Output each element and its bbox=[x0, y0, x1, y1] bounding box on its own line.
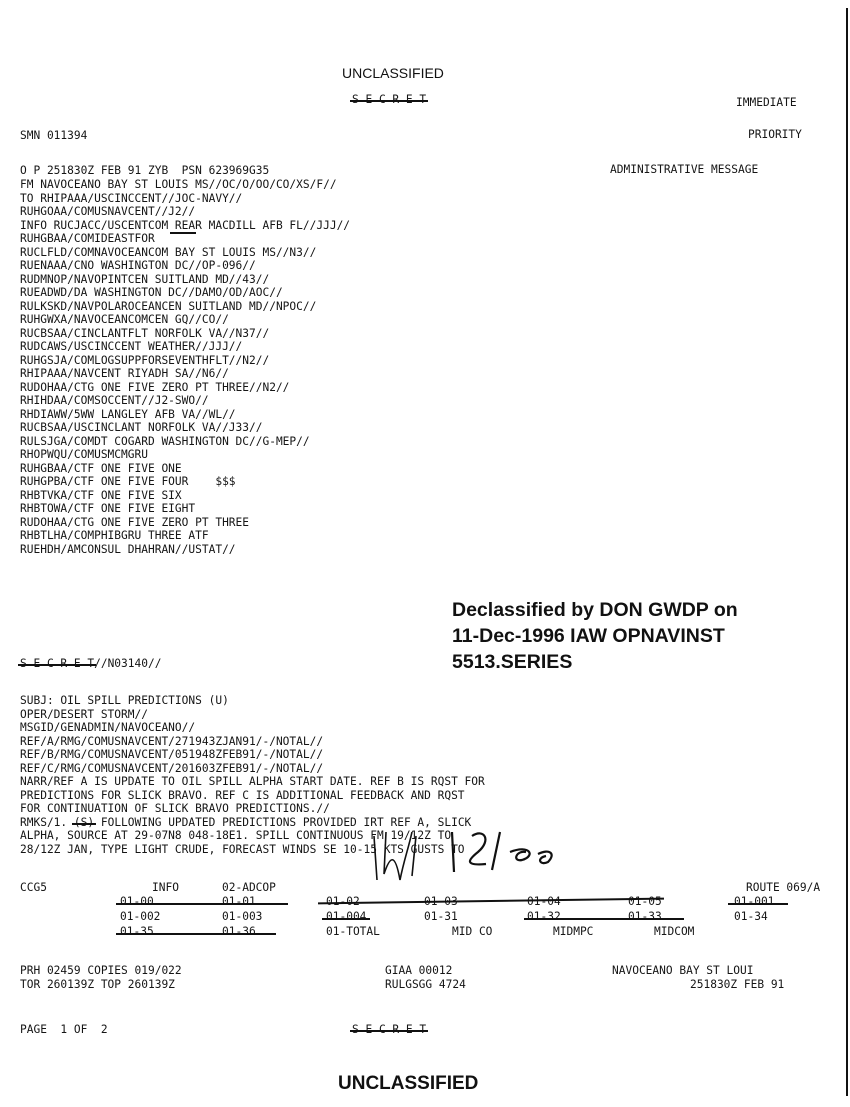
narr-line: PREDICTIONS FOR SLICK BRAVO. REF C IS ADDITIONAL FEEDBACK AND RQST bbox=[20, 788, 465, 802]
routing-line: RHDIAWW/5WW LANGLEY AFB VA//WL// bbox=[20, 407, 236, 421]
routing-line: RULSJGA/COMDT COGARD WASHINGTON DC//G-MEP// bbox=[20, 434, 310, 448]
dist-code: 01-04 bbox=[527, 895, 561, 908]
dist-code: 01-03 bbox=[424, 895, 458, 908]
routing-line: RUDOHAA/CTG ONE FIVE ZERO PT THREE//N2// bbox=[20, 380, 290, 394]
handwritten-initials bbox=[360, 822, 610, 894]
rmks-line: ALPHA, SOURCE AT 29-07N8 048-18E1. SPILL CONTINUOUS FM 19/12Z TO bbox=[20, 829, 452, 842]
dist-strike bbox=[322, 918, 370, 920]
dtg-line: O P 251830Z FEB 91 ZYB PSN 623969G35 bbox=[20, 164, 270, 177]
routing-line: RHBTOWA/CTF ONE FIVE EIGHT bbox=[20, 502, 196, 515]
struck-rmks-classification: (S) bbox=[73, 815, 95, 829]
dist-code: 01-003 bbox=[222, 910, 263, 923]
dist-strike bbox=[728, 903, 788, 905]
dist-code: 01-05 bbox=[628, 895, 662, 908]
dist-code: 01-35 bbox=[120, 925, 154, 938]
smn-number: SMN 011394 bbox=[20, 129, 88, 142]
dist-code: 01-32 bbox=[527, 910, 561, 923]
footer-prh: PRH 02459 COPIES 019/022 bbox=[20, 964, 182, 977]
classification-top: UNCLASSIFIED bbox=[342, 65, 444, 81]
declass-line-2: 11-Dec-1996 IAW OPNAVINST bbox=[452, 625, 725, 647]
ref-line: REF/A/RMG/COMUSNAVCENT/271943ZJAN91/-/NOTAL// bbox=[20, 734, 324, 748]
dist-code: 01-02 bbox=[326, 895, 360, 908]
handwriting-text: 12/06 bbox=[478, 886, 481, 887]
dist-code: 01-TOTAL bbox=[326, 925, 380, 938]
rmks-line: RMKS/1. (S) FOLLOWING UPDATED PREDICTIONS PROVIDED IRT REF A, SLICK bbox=[20, 815, 472, 829]
page-number: PAGE 1 OF 2 bbox=[20, 1023, 108, 1036]
distribution-route: ROUTE 069/A bbox=[746, 881, 821, 894]
narr-line: FOR CONTINUATION OF SLICK BRAVO PREDICTIONS.// bbox=[20, 802, 330, 815]
message-type: ADMINISTRATIVE MESSAGE bbox=[610, 163, 759, 176]
subject-line: SUBJ: OIL SPILL PREDICTIONS (U) bbox=[20, 694, 229, 707]
dist-strike bbox=[318, 898, 664, 905]
footer-giaa: GIAA 00012 bbox=[385, 964, 453, 977]
classification-suffix: //N03140// bbox=[94, 657, 162, 670]
ref-line: REF/C/RMG/COMUSNAVCENT/201603ZFEB91/-/NOTAL// bbox=[20, 761, 324, 775]
struck-classification-bottom: S E C R E T bbox=[352, 1023, 427, 1036]
dist-strike bbox=[524, 918, 684, 920]
body-line: OPER/DESERT STORM// bbox=[20, 707, 148, 721]
rmks-line: 28/12Z JAN, TYPE LIGHT CRUDE, FORECAST WINDS SE 10-15 KTS GUSTS TO bbox=[20, 842, 465, 856]
dist-code: 01-001 bbox=[734, 895, 775, 908]
dist-strike bbox=[116, 903, 288, 905]
dist-code: 01-36 bbox=[222, 925, 256, 938]
routing-line: RUHGWXA/NAVOCEANCOMCEN GQ//CO// bbox=[20, 313, 229, 326]
distribution-adcop: 02-ADCOP bbox=[222, 881, 276, 894]
dist-code: 01-34 bbox=[734, 910, 768, 923]
routing-line: RHBTLHA/COMPHIBGRU THREE ATF bbox=[20, 529, 209, 542]
routing-line: RUCLFLD/COMNAVOCEANCOM BAY ST LOUIS MS//N3// bbox=[20, 245, 317, 259]
routing-line: RUHGOAA/COMUSNAVCENT//J2// bbox=[20, 205, 196, 218]
routing-line: INFO RUCJACC/USCENTCOM REAR MACDILL AFB FL//JJJ// bbox=[20, 218, 351, 232]
declassification-stamp bbox=[452, 597, 738, 675]
classification-bottom: UNCLASSIFIED bbox=[338, 1073, 479, 1094]
dist-code: MIDCOM bbox=[654, 925, 695, 938]
comideastfor-dash bbox=[170, 232, 196, 234]
dist-code: 01-002 bbox=[120, 910, 161, 923]
precedence-immediate: IMMEDIATE bbox=[736, 96, 797, 109]
dist-code: 01-004 bbox=[326, 910, 367, 923]
routing-line: RUEHDH/AMCONSUL DHAHRAN//USTAT// bbox=[20, 542, 236, 556]
footer-origin: NAVOCEANO BAY ST LOUI bbox=[612, 964, 754, 977]
routing-line: RHBTVKA/CTF ONE FIVE SIX bbox=[20, 488, 182, 502]
routing-line: RHIPAAA/NAVCENT RIYADH SA//N6// bbox=[20, 367, 229, 380]
routing-line: RUDCAWS/USCINCCENT WEATHER//JJJ// bbox=[20, 340, 243, 353]
declass-line-1: Declassified by DON GWDP on bbox=[452, 599, 738, 621]
routing-line: RUHGBAA/COMIDEASTFOR bbox=[20, 232, 169, 245]
classification-line bbox=[20, 657, 161, 671]
narr-line: NARR/REF A IS UPDATE TO OIL SPILL ALPHA START DATE. REF B IS RQST FOR bbox=[20, 775, 485, 788]
struck-classification: S E C R E T bbox=[20, 657, 95, 670]
routing-line: RUHGBAA/CTF ONE FIVE ONE bbox=[20, 461, 182, 475]
dist-code: 01-31 bbox=[424, 910, 458, 923]
dist-code: MID CO bbox=[452, 925, 493, 938]
footer-dtg: 251830Z FEB 91 bbox=[690, 978, 785, 991]
routing-line: RUHGSJA/COMLOGSUPPFORSEVENTHFLT//N2// bbox=[20, 353, 270, 367]
dist-code: MIDMPC bbox=[553, 925, 594, 938]
routing-line: RUDOHAA/CTG ONE FIVE ZERO PT THREE bbox=[20, 515, 250, 529]
struck-classification-top: S E C R E T bbox=[352, 93, 427, 106]
routing-line: TO RHIPAAA/USCINCCENT//JOC-NAVY// bbox=[20, 191, 243, 205]
precedence-priority: PRIORITY bbox=[748, 128, 802, 141]
routing-line: RUCBSAA/CINCLANTFLT NORFOLK VA//N37// bbox=[20, 326, 270, 340]
routing-line: RUEADWD/DA WASHINGTON DC//DAMO/OD/AOC// bbox=[20, 286, 283, 299]
routing-line: RUENAAA/CNO WASHINGTON DC//OP-096// bbox=[20, 259, 256, 272]
footer-rulgsgg: RULGSGG 4724 bbox=[385, 978, 466, 991]
ref-line: REF/B/RMG/COMUSNAVCENT/051948ZFEB91/-/NOTAL// bbox=[20, 748, 324, 761]
dist-code: 01-00 bbox=[120, 895, 154, 908]
routing-line: RULKSKD/NAVPOLAROCEANCEN SUITLAND MD//NPOC// bbox=[20, 299, 317, 313]
routing-line: RUHGPBA/CTF ONE FIVE FOUR $$$ bbox=[20, 475, 236, 488]
declass-line-3: 5513.SERIES bbox=[452, 651, 573, 673]
routing-line: RUCBSAA/USCINCLANT NORFOLK VA//J33// bbox=[20, 421, 263, 434]
dist-code: 01-01 bbox=[222, 895, 256, 908]
footer-tor: TOR 260139Z TOP 260139Z bbox=[20, 978, 175, 991]
routing-line: RHIHDAA/COMSOCCENT//J2-SWO// bbox=[20, 394, 209, 407]
dist-code: 01-33 bbox=[628, 910, 662, 923]
body-line: MSGID/GENADMIN/NAVOCEANO// bbox=[20, 721, 196, 734]
distribution-info: INFO bbox=[152, 881, 179, 894]
routing-line: RUDMNOP/NAVOPINTCEN SUITLAND MD//43// bbox=[20, 272, 270, 286]
routing-block bbox=[20, 178, 350, 556]
dist-strike bbox=[116, 933, 276, 935]
routing-line: FM NAVOCEANO BAY ST LOUIS MS//OC/O/OO/CO/XS/F// bbox=[20, 178, 337, 191]
page-edge-line bbox=[846, 8, 848, 1096]
routing-line: RHOPWQU/COMUSMCMGRU bbox=[20, 448, 148, 461]
distribution-ccg: CCG5 bbox=[20, 881, 47, 894]
